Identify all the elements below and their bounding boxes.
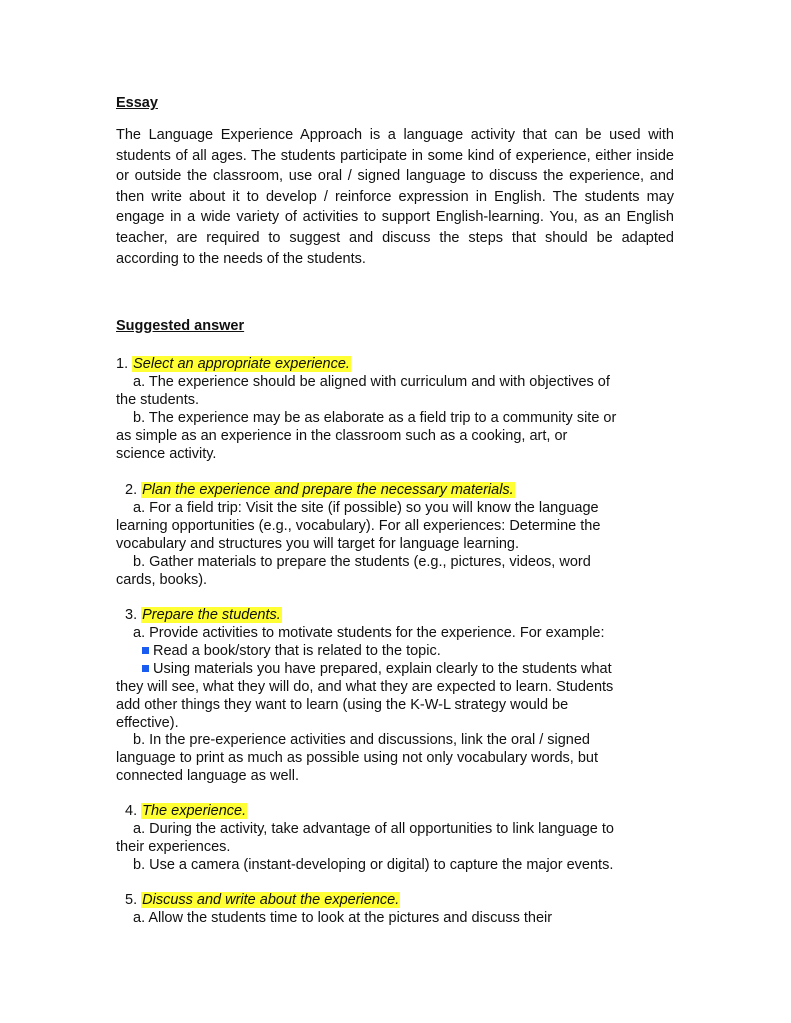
step-line: connected language as well. (116, 768, 299, 784)
step-line: vocabulary and structures you will target for language learning. (116, 536, 520, 552)
essay-paragraph: The Language Experience Approach is a language activity that can be used with students of all ages. The students participate in some kind of experience, either inside or outside the classroom, use oral / signed language to discuss the experience, and then write about it to develop / reinforce expression in English. The students may engage in a wide variety of activities to support English-learning. You, as an English teacher, are required to suggest and discuss the steps that should be adapted according to the needs of the students. (116, 127, 674, 267)
essay-heading: Essay (116, 95, 158, 111)
highlighted-step-title: Plan the experience and prepare the necessary materials. (142, 482, 514, 498)
step-number: 1. (116, 356, 133, 372)
bullet-item (142, 642, 441, 660)
step-line: language to print as much as possible using not only vocabulary words, but (116, 750, 599, 766)
step-line: a. The experience should be aligned with curriculum and with objectives of (133, 374, 610, 390)
step-line: b. Use a camera (instant-developing or digital) to capture the major events. (133, 857, 614, 873)
highlighted-step-title: Prepare the students. (142, 607, 281, 623)
step-number: 2. (125, 482, 142, 498)
step-line: the students. (116, 392, 200, 408)
highlighted-step-title: The experience. (142, 803, 247, 819)
step-line: science activity. (116, 446, 217, 462)
step-line: a. For a field trip: Visit the site (if possible) so you will know the language (133, 500, 599, 516)
step-number: 5. (125, 892, 142, 908)
blue-square-bullet-icon (142, 665, 149, 672)
step-line: as simple as an experience in the classroom such as a cooking, art, or (116, 428, 568, 444)
suggested-answer-heading: Suggested answer (116, 318, 245, 334)
step-line: a. Allow the students time to look at the pictures and discuss their (133, 910, 553, 926)
step-line: b. In the pre-experience activities and discussions, link the oral / signed (133, 732, 590, 748)
step-line: they will see, what they will do, and what they are expected to learn. Students (116, 679, 614, 695)
step-line: a. During the activity, take advantage of all opportunities to link language to (133, 821, 614, 837)
step-line: effective). (116, 715, 179, 731)
step-line: their experiences. (116, 839, 231, 855)
bullet-text: Read a book/story that is related to the topic. (153, 643, 441, 659)
step-4-title (125, 802, 247, 820)
bullet-item (142, 660, 612, 678)
step-line: b. The experience may be as elaborate as a field trip to a community site or (133, 410, 617, 426)
highlighted-step-title: Select an appropriate experience. (133, 356, 350, 372)
step-5-title (125, 891, 400, 909)
blue-square-bullet-icon (142, 647, 149, 654)
step-line: add other things they want to learn (using the K-W-L strategy would be (116, 697, 569, 713)
step-number: 4. (125, 803, 142, 819)
step-line: b. Gather materials to prepare the students (e.g., pictures, videos, word (133, 554, 591, 570)
step-1-title (116, 355, 351, 373)
step-3-title (125, 606, 282, 624)
step-line: learning opportunities (e.g., vocabulary). For all experiences: Determine the (116, 518, 601, 534)
step-line: a. Provide activities to motivate students for the experience. For example: (133, 625, 605, 641)
bullet-text: Using materials you have prepared, explain clearly to the students what (153, 661, 612, 677)
step-2-title (125, 481, 515, 499)
step-number: 3. (125, 607, 142, 623)
highlighted-step-title: Discuss and write about the experience. (142, 892, 400, 908)
step-line: cards, books). (116, 572, 208, 588)
